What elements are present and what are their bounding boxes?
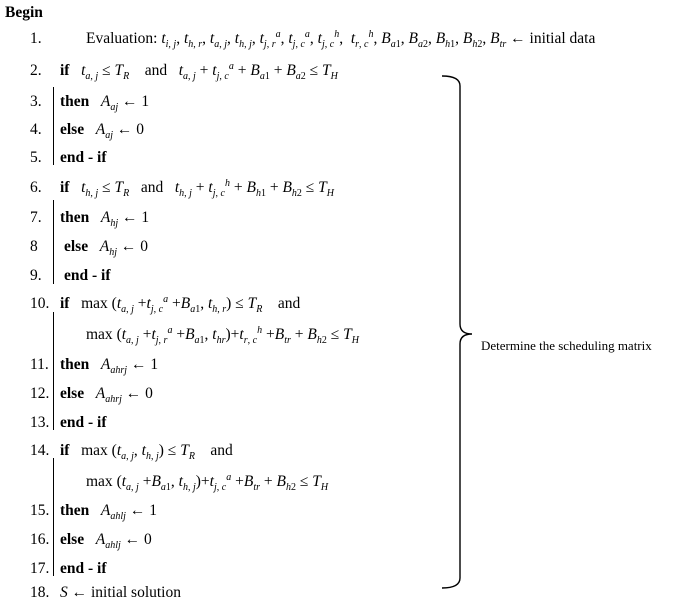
line-number: 18.: [30, 584, 50, 601]
line-number: 3.: [30, 93, 42, 110]
condition: if $t_{a, j} \le T_R$ and $t_{a, j} + t_{j, c}^a + B_{a1} + B_{a2} \le T_H$: [60, 61, 338, 82]
line-number: 4.: [30, 121, 42, 138]
begin-keyword: Begin: [5, 4, 43, 21]
line-number: 13.: [30, 414, 50, 431]
line-number: 1.: [30, 30, 42, 47]
evaluation-statement: Evaluation: $t_{i, j}$, $t_{h, r}$, $t_{a, j}$, $t_{h, j}$, $t_{j, r}^a$, $t_{j, c}^a$, $t_{j, c}^h$, $t_{r, c}^h$, $B_{a1}$, $B_{a2}$, $B_{h1}$, $B_{h2}$, $B_{tr}$ ← initial data: [86, 29, 596, 50]
line-number: 8: [30, 238, 38, 255]
block-bar: [53, 458, 54, 576]
line-number: 6.: [30, 179, 42, 196]
line-number: 15.: [30, 502, 50, 519]
line-number: 10.: [30, 295, 50, 312]
line-number: 12.: [30, 385, 50, 402]
line-number: 5.: [30, 149, 42, 166]
line-number: 11.: [30, 356, 49, 373]
line-number: 14.: [30, 442, 50, 459]
line-number: 9.: [30, 267, 42, 284]
initial-data-label: initial data: [529, 30, 596, 47]
algorithm-figure: Begin 1. Evaluation: $t_{i, j}$, $t_{h, r}$, $t_{a, j}$, $t_{h, j}$, $t_{j, r}^a$, $t_{j, c}^a$, $t_{j, c}^h$, $t_{r, c}^h$, $B_{a1}$, $B_{a2}$, $B_{h1}$, $B_{h2}$, $B_{tr}$ ← initial data 2. if $t_{a, j} \le T_R$ and $t_{a, j} + t_{j, c}^a + B_{a1} + B_{a2} \le T_H$ 3. then $A_{aj}$ ← 1 4. else $A_{aj}$ ← 0 5. end - if 6. if $t_{h, j} \le T_R$ and $t_{h, j} + t_{j, c}^h + B_{h1} + B_{h2} \le T_H$ 7. then $A_{hj}$ ← 1 8 else $A_{hj}$ ← 0 9. end - if 10. if $\max (t_{a, j} +t_{j, c}^a +B_{a1}$, $t_{h, r}) \le T_R$ and $\max (t_{a, j} +t_{j, r}^a +B_{a1}$, $t_{hr})+t_{r, c}^h +B_{tr} + B_{h2} \le T_H$ 11. then $A_{ahrj}$ ← 1 12. else $A_{ahrj}$ ← 0 13. end - if 14. if $\max (t_{a, j}$, $t_{h, j}) \le T_R$ and $\max (t_{a, j} +B_{a1}$, $t_{h, j})+t_{j, c}^a +B_{tr} + B_{h2} \le T_H$ 15. then $A_{ahlj}$ ← 1 16. else $A_{ahlj}$ ← 0 17. end - if 18. S ← initial solution Determine the scheduling matrix: [5, 4, 652, 601]
block-bar: [53, 87, 54, 165]
right-brace: [440, 72, 480, 592]
block-bar: [53, 312, 54, 430]
line-number: 7.: [30, 209, 42, 226]
brace-annotation: Determine the scheduling matrix: [481, 338, 652, 353]
line-number: 17.: [30, 560, 50, 577]
block-bar: [53, 200, 54, 284]
line-number: 2.: [30, 62, 42, 79]
line-number: 16.: [30, 531, 50, 548]
